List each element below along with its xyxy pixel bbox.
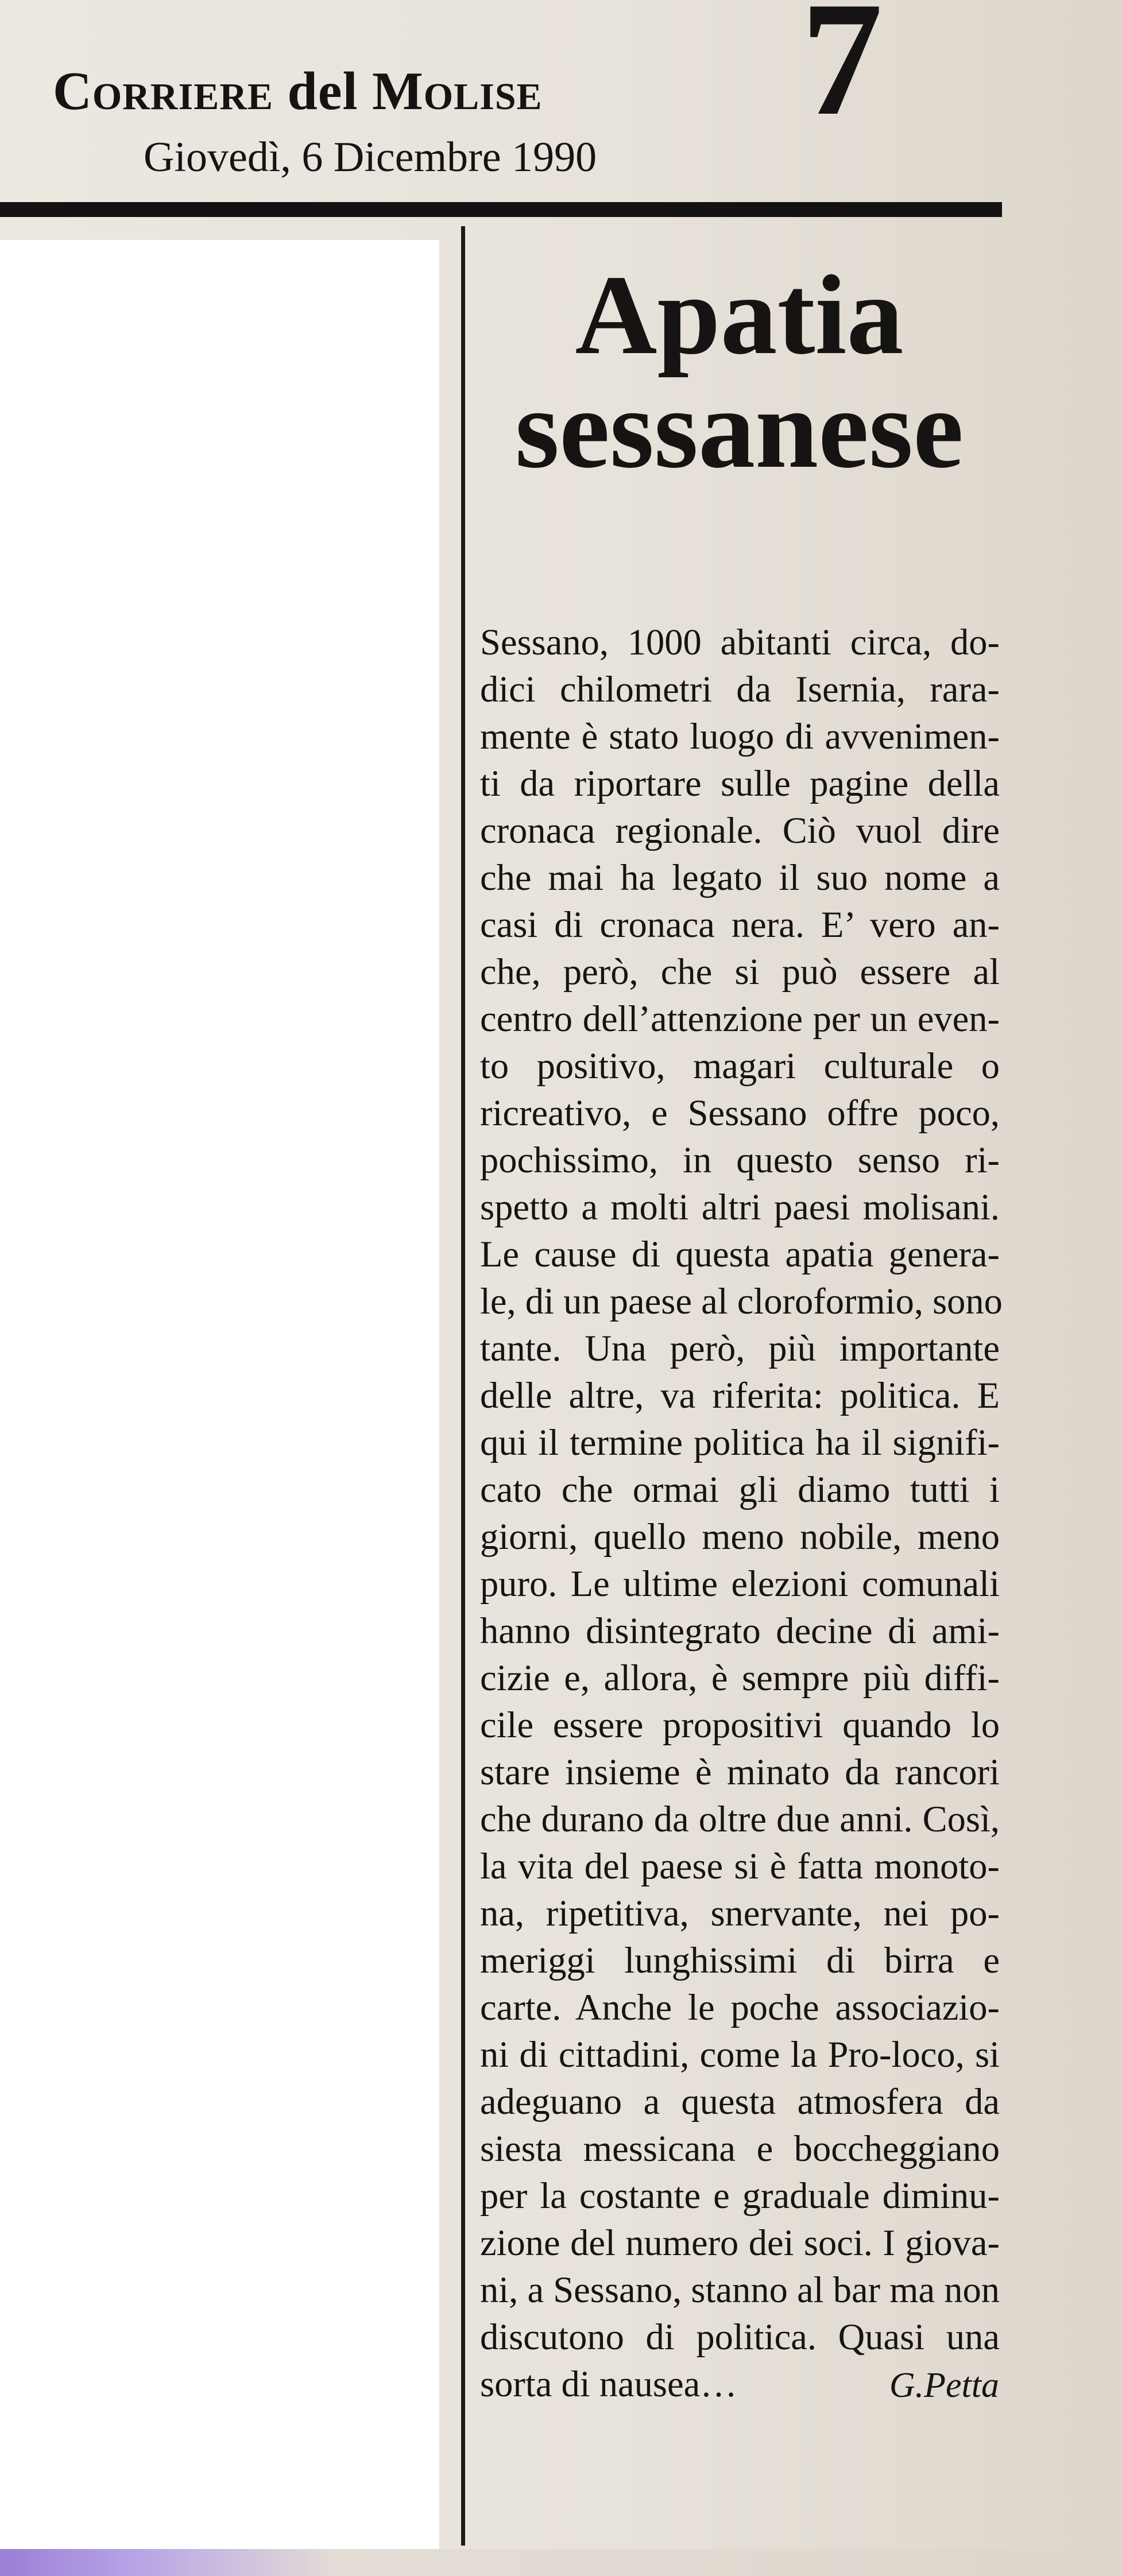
article-body-line: cizie e, allora, è sempre più diffi- [480,1657,1000,1698]
article-body-line: discutono di politica. Quasi una [480,2317,1000,2357]
article-body-line: centro dell’attenzione per un even- [480,998,1000,1039]
article-body-line: che durano da oltre due anni. Così, [480,1799,1000,1839]
photo-background-strip [0,2549,1122,2576]
article-body-line: pochissimo, in questo senso ri- [480,1140,1000,1180]
article-body-line: le, di un paese al cloroformio, sono [480,1281,1003,1322]
article-body [480,619,1003,2408]
blank-overlay-area [0,240,439,2551]
article-body-line: casi di cronaca nera. E’ vero an- [480,904,1000,945]
column-divider [461,226,465,2546]
article-body-line: carte. Anche le poche associazio- [480,1987,1000,2028]
article-body-line: ricreativo, e Sessano offre poco, [480,1093,1000,1133]
issue-date: Giovedì, 6 Dicembre 1990 [144,134,597,181]
article-body-line: cronaca regionale. Ciò vuol dire [480,810,1000,851]
article-body-line: Sessano, 1000 abitanti circa, do- [480,622,1000,663]
article-body-line: stare insieme è minato da rancori [480,1752,1000,1792]
masthead-title-part2: del [287,61,358,121]
article-body-line: tante. Una però, più importante [480,1328,1000,1369]
page-number: 7 [801,0,883,149]
article-headline [477,252,1002,491]
masthead-rule [0,202,1002,217]
article-body-line: cato che ormai gli diamo tutti i [480,1469,1000,1510]
article-body-line: hanno disintegrato decine di ami- [480,1610,1000,1651]
article-body-line: na, ripetitiva, snervante, nei po- [480,1893,1000,1934]
article-body-line: per la costante e graduale diminu- [480,2175,1000,2216]
article-body-line: siesta messicana e boccheggiano [480,2128,1000,2169]
article-body-line: to positivo, magari culturale o [480,1045,1000,1086]
masthead-title-part1: Corriere [53,61,288,121]
article-body-line: dici chilometri da Isernia, rara- [480,669,1000,710]
article-body-line: qui il termine politica ha il signifi- [480,1422,1000,1463]
article-body-line: spetto a molti altri paesi molisani. [480,1187,1000,1227]
article-body-line: delle altre, va riferita: politica. E [480,1375,1000,1416]
article-body-line: la vita del paese si è fatta monoto- [480,1846,1000,1887]
article-body-line: ni di cittadini, come la Pro-loco, si [480,2034,1000,2075]
newspaper-masthead [53,60,543,122]
article-body-line: meriggi lunghissimi di birra e [480,1940,1000,1981]
article-body-line: cile essere propositivi quando lo [480,1705,1000,1745]
article-body-line: Le cause di questa apatia genera- [480,1234,1000,1275]
article-body-line: ti da riportare sulle pagine della [480,763,1000,804]
headline-line: sessanese [515,366,964,491]
article-body-line: ni, a Sessano, stanno al bar ma non [480,2269,1000,2310]
article-body-line: giorni, quello meno nobile, meno [480,1516,1000,1557]
headline-line: Apatia [575,252,904,378]
article-body-line: mente è stato luogo di avvenimen- [480,716,1000,757]
article-body-line: adeguano a questa atmosfera da [480,2081,1000,2122]
article-body-line: sorta di nausea… [480,2364,737,2404]
article-body-line: puro. Le ultime elezioni comunali [480,1563,1000,1604]
masthead-title-part3: Molise [358,61,543,121]
article-body-line: che mai ha legato il suo nome a [480,857,1000,898]
article-body-line: zione del numero dei soci. I giova- [480,2222,1000,2263]
article-byline: G.Petta [889,2366,999,2405]
article-body-line: che, però, che si può essere al [480,951,1000,992]
